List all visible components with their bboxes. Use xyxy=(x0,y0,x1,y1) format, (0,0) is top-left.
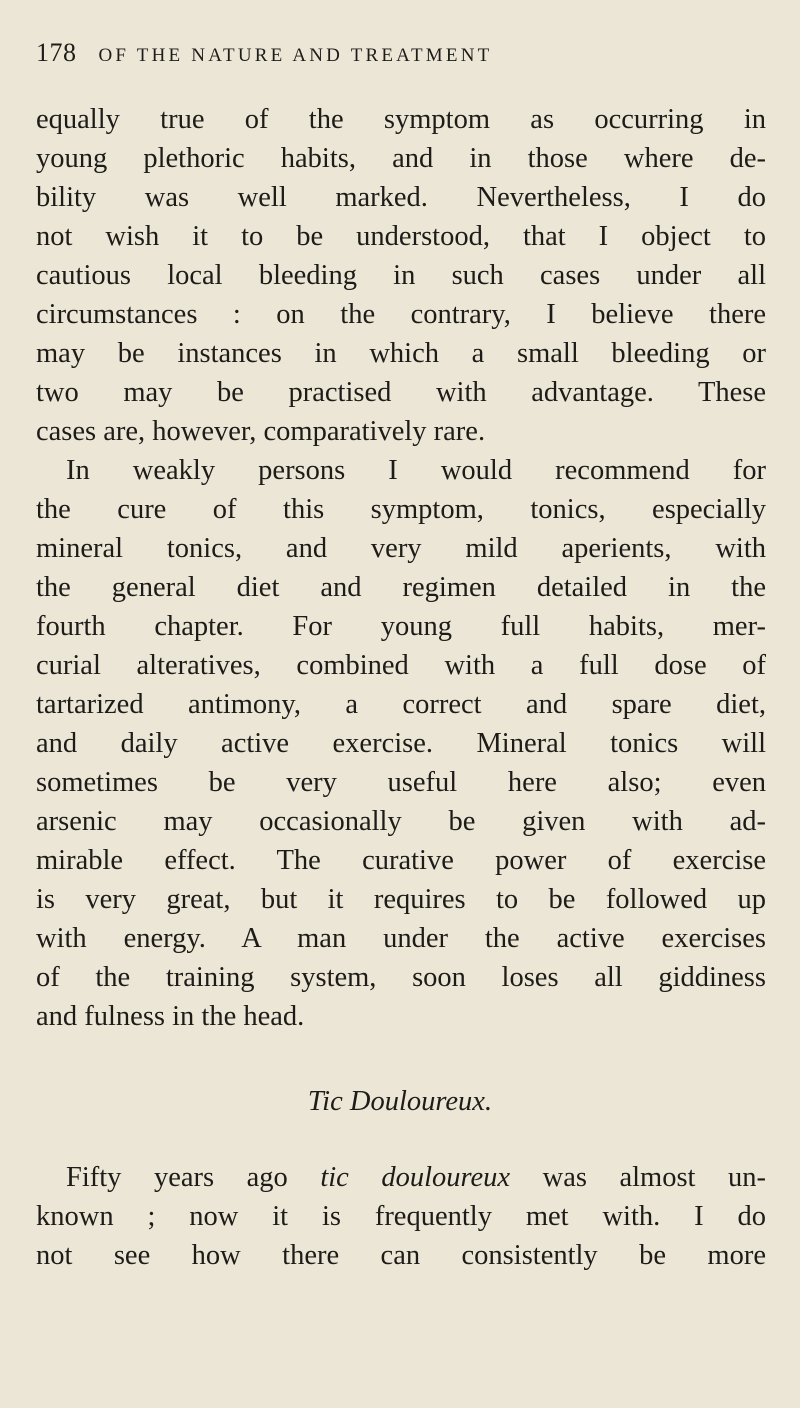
text-line: of the training system, soon loses all giddiness xyxy=(36,962,766,993)
text-line: and fulness in the head. xyxy=(36,1001,305,1032)
paragraph-first-line xyxy=(66,1158,766,1198)
running-title: OF THE NATURE AND TREATMENT xyxy=(98,45,493,66)
section-line-start: Fifty years ago xyxy=(66,1162,288,1193)
running-head xyxy=(36,38,766,74)
text-line: bility was well marked. Nevertheless, I do xyxy=(36,182,766,213)
text-line: tartarized antimony, a correct and spare diet, xyxy=(36,689,766,720)
section-heading: Tic Douloureux. xyxy=(307,1086,493,1117)
text-line: not see how there can consistently be more xyxy=(36,1240,766,1271)
text-line: and daily active exercise. Mineral tonics will xyxy=(36,728,766,759)
text-line: with energy. A man under the active exercises xyxy=(36,923,766,954)
text-line: is very great, but it requires to be followed up xyxy=(36,884,766,915)
text-line: arsenic may occasionally be given with ad- xyxy=(36,806,766,837)
text-line: curial alteratives, combined with a full dose of xyxy=(36,650,766,681)
text-line: the general diet and regimen detailed in the xyxy=(36,572,766,603)
text-line: not wish it to be understood, that I object to xyxy=(36,221,766,252)
text-line: mineral tonics, and very mild aperients, with xyxy=(36,533,766,564)
page-number: 178 xyxy=(36,38,77,67)
text-line: may be instances in which a small bleeding or xyxy=(36,338,766,369)
text-line: cautious local bleeding in such cases under all xyxy=(36,260,766,291)
text-line: mirable effect. The curative power of exercise xyxy=(36,845,766,876)
text-line: sometimes be very useful here also; even xyxy=(36,767,766,798)
italic-term: tic douloureux xyxy=(320,1162,511,1193)
text-line: young plethoric habits, and in those where de- xyxy=(36,143,766,174)
paragraph-first-line: In weakly persons I would recommend for xyxy=(66,455,766,486)
text-line: known ; now it is frequently met with. I do xyxy=(36,1201,766,1232)
text-line: two may be practised with advantage. These xyxy=(36,377,766,408)
text-line: equally true of the symptom as occurring in xyxy=(36,104,766,135)
text-line: circumstances : on the contrary, I believe there xyxy=(36,299,766,330)
text-line: fourth chapter. For young full habits, mer- xyxy=(36,611,766,642)
text-line: the cure of this symptom, tonics, especially xyxy=(36,494,766,525)
text-line: cases are, however, comparatively rare. xyxy=(36,416,486,447)
section-line-end: was almost un- xyxy=(542,1162,766,1193)
